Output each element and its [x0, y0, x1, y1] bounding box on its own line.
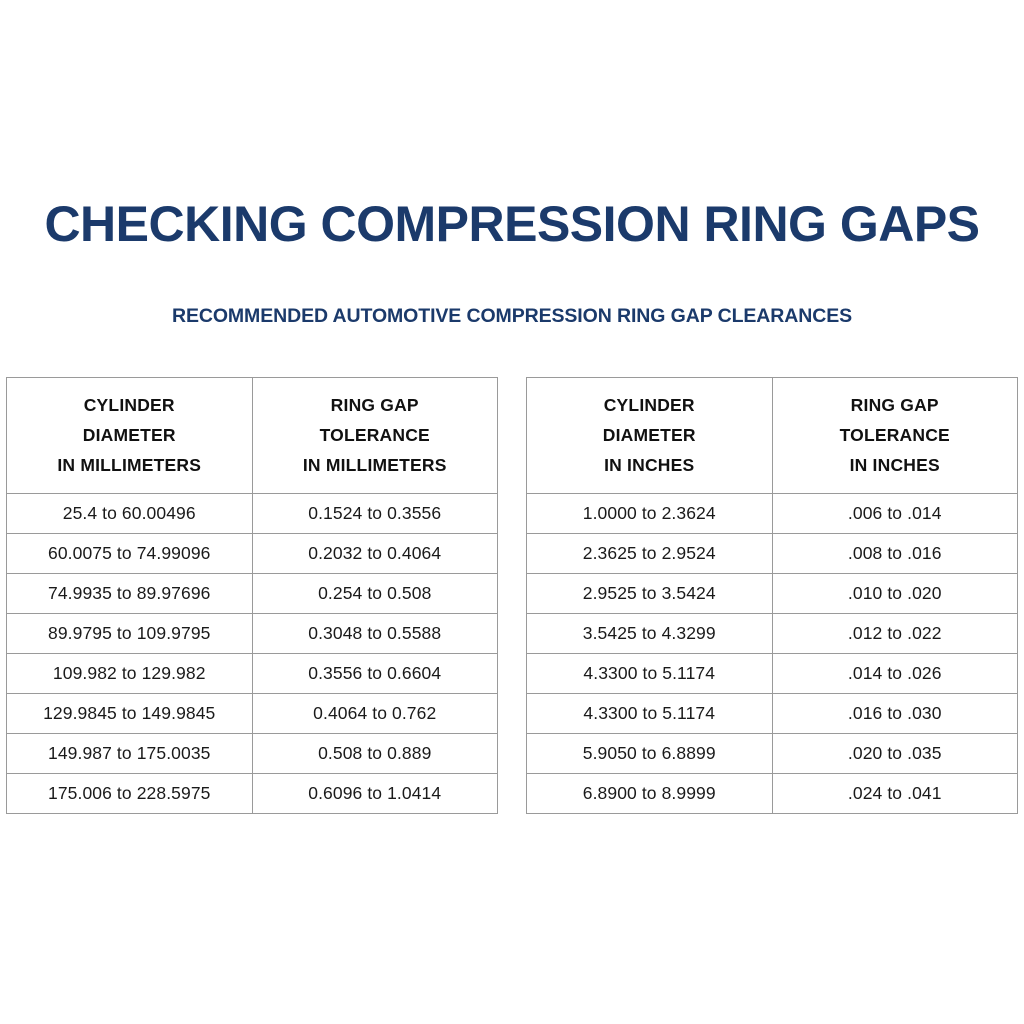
imperial-header-cylinder-diameter — [527, 378, 773, 494]
cell-cylinder-diameter: 60.0075 to 74.99096 — [7, 534, 253, 574]
cell-ring-gap-tolerance: 0.254 to 0.508 — [252, 574, 498, 614]
cell-ring-gap-tolerance: 0.6096 to 1.0414 — [252, 774, 498, 814]
cell-ring-gap-tolerance: .012 to .022 — [772, 614, 1018, 654]
cell-cylinder-diameter: 1.0000 to 2.3624 — [527, 494, 773, 534]
cell-ring-gap-tolerance: .020 to .035 — [772, 734, 1018, 774]
page-title: CHECKING COMPRESSION RING GAPS — [44, 196, 980, 252]
cell-cylinder-diameter: 4.3300 to 5.1174 — [527, 694, 773, 734]
header-line: RING GAP — [850, 395, 939, 415]
table-row — [527, 654, 1018, 694]
table-row — [527, 574, 1018, 614]
cell-cylinder-diameter: 149.987 to 175.0035 — [7, 734, 253, 774]
cell-cylinder-diameter: 5.9050 to 6.8899 — [527, 734, 773, 774]
imperial-table-body — [527, 494, 1018, 814]
table-row — [7, 494, 498, 534]
header-line: RING GAP — [330, 395, 419, 415]
metric-table-head — [7, 378, 498, 494]
table-row — [527, 774, 1018, 814]
cell-cylinder-diameter: 2.9525 to 3.5424 — [527, 574, 773, 614]
page-subtitle: RECOMMENDED AUTOMOTIVE COMPRESSION RING GAP CLEARANCES — [171, 305, 853, 327]
table-row — [7, 574, 498, 614]
table-row — [7, 614, 498, 654]
cell-ring-gap-tolerance: 0.1524 to 0.3556 — [252, 494, 498, 534]
cell-ring-gap-tolerance: 0.3048 to 0.5588 — [252, 614, 498, 654]
table-row — [7, 734, 498, 774]
cell-cylinder-diameter: 129.9845 to 149.9845 — [7, 694, 253, 734]
metric-header-ring-gap-tolerance — [252, 378, 498, 494]
tables-container — [0, 377, 1024, 814]
table-header-row — [527, 378, 1018, 494]
header-line: IN MILLIMETERS — [57, 455, 202, 476]
imperial-header-ring-gap-tolerance — [772, 378, 1018, 494]
table-row — [527, 494, 1018, 534]
header-line: DIAMETER — [602, 425, 696, 446]
cell-ring-gap-tolerance: .024 to .041 — [772, 774, 1018, 814]
cell-ring-gap-tolerance: .006 to .014 — [772, 494, 1018, 534]
table-row — [527, 694, 1018, 734]
table-row — [527, 614, 1018, 654]
cell-ring-gap-tolerance: 0.3556 to 0.6604 — [252, 654, 498, 694]
header-line: IN INCHES — [604, 455, 695, 476]
header-line: DIAMETER — [82, 425, 176, 446]
cell-cylinder-diameter: 25.4 to 60.00496 — [7, 494, 253, 534]
cell-ring-gap-tolerance: 0.2032 to 0.4064 — [252, 534, 498, 574]
cell-cylinder-diameter: 175.006 to 228.5975 — [7, 774, 253, 814]
cell-ring-gap-tolerance: .014 to .026 — [772, 654, 1018, 694]
cell-cylinder-diameter: 2.3625 to 2.9524 — [527, 534, 773, 574]
cell-ring-gap-tolerance: .010 to .020 — [772, 574, 1018, 614]
cell-cylinder-diameter: 6.8900 to 8.9999 — [527, 774, 773, 814]
table-header-row — [7, 378, 498, 494]
cell-ring-gap-tolerance: .016 to .030 — [772, 694, 1018, 734]
cell-ring-gap-tolerance: .008 to .016 — [772, 534, 1018, 574]
table-row — [7, 654, 498, 694]
imperial-table-head — [527, 378, 1018, 494]
cell-cylinder-diameter: 74.9935 to 89.97696 — [7, 574, 253, 614]
metric-header-cylinder-diameter — [7, 378, 253, 494]
metric-table-body — [7, 494, 498, 814]
cell-cylinder-diameter: 109.982 to 129.982 — [7, 654, 253, 694]
header-line: CYLINDER — [603, 395, 695, 415]
header-line: TOLERANCE — [839, 425, 950, 446]
cell-cylinder-diameter: 89.9795 to 109.9795 — [7, 614, 253, 654]
metric-ring-gap-table — [6, 377, 498, 814]
cell-cylinder-diameter: 4.3300 to 5.1174 — [527, 654, 773, 694]
header-line: IN MILLIMETERS — [302, 455, 447, 476]
header-line: IN INCHES — [849, 455, 940, 476]
cell-ring-gap-tolerance: 0.508 to 0.889 — [252, 734, 498, 774]
table-row — [7, 534, 498, 574]
table-row — [7, 694, 498, 734]
imperial-ring-gap-table — [526, 377, 1018, 814]
header-line: CYLINDER — [83, 395, 175, 415]
cell-ring-gap-tolerance: 0.4064 to 0.762 — [252, 694, 498, 734]
table-row — [527, 734, 1018, 774]
cell-cylinder-diameter: 3.5425 to 4.3299 — [527, 614, 773, 654]
table-row — [7, 774, 498, 814]
header-line: TOLERANCE — [319, 425, 430, 446]
table-row — [527, 534, 1018, 574]
